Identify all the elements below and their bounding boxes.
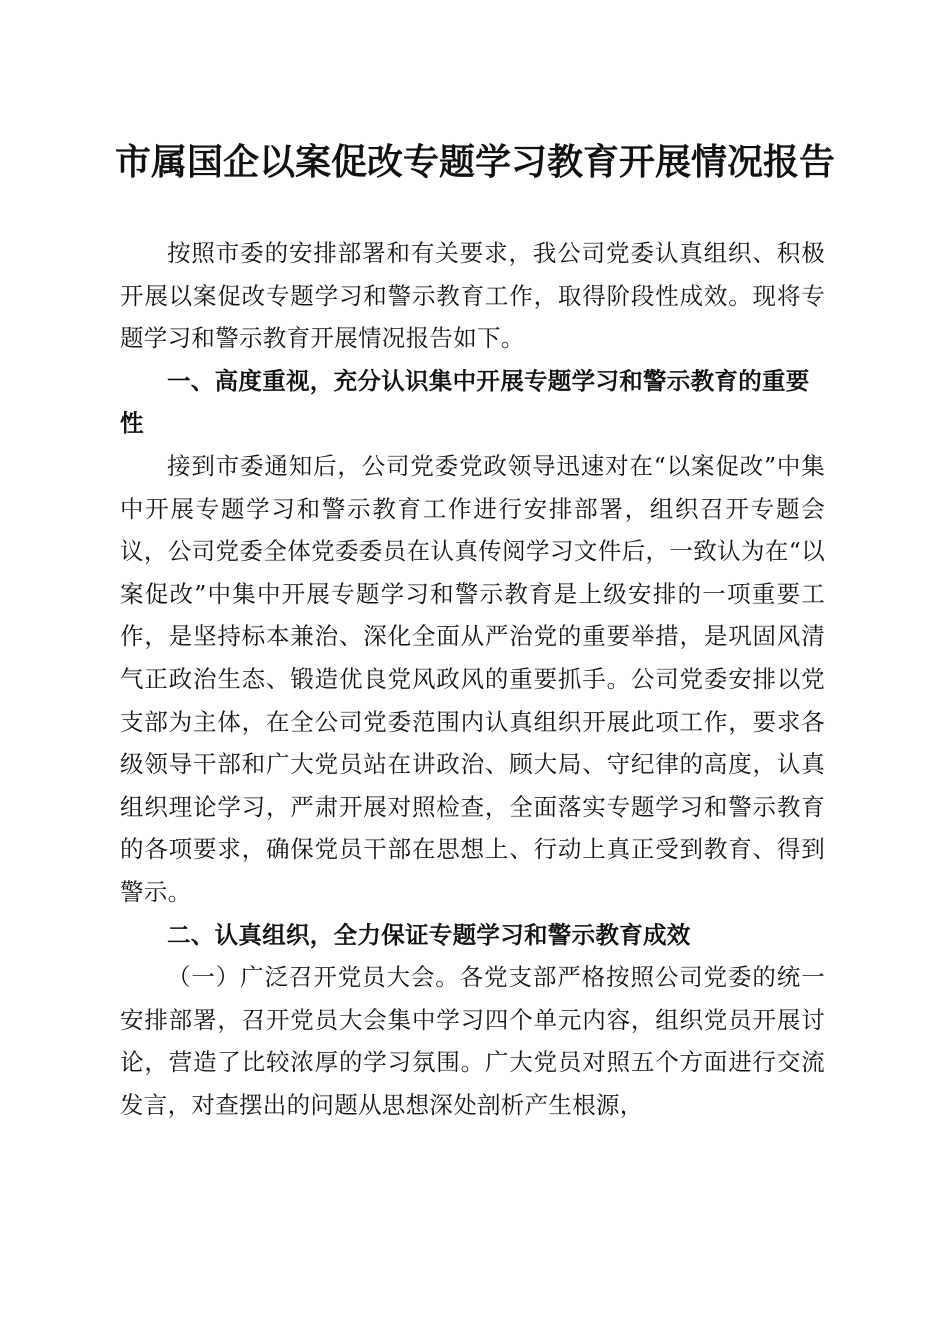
section-2-sub-1-body: 各党支部严格按照公司党委的统一安排部署，召开党员大会集中学习四个单元内容，组织党员开展讨论，营造了比较浓厚的学习氛围。广大党员对照五个方面进行交流发言，对查摆出的问题从思想深处剖析产生根源， xyxy=(120,963,825,1119)
section-1-heading: 一、高度重视，充分认识集中开展专题学习和警示教育的重要性 xyxy=(120,366,810,438)
section-2-heading: 二、认真组织，全力保证专题学习和警示教育成效 xyxy=(167,920,691,949)
document-body xyxy=(120,232,825,1126)
section-1-paragraph: 接到市委通知后，公司党委党政领导迅速对在“以案促改”中集中开展专题学习和警示教育工作进行安排部署，组织召开专题会议，公司党委全体党委委员在认真传阅学习文件后，一致认为在“以案促改”中集中开展专题学习和警示教育是上级安排的一项重要工作，是坚持标本兼治、深化全面从严治党的重要举措，是巩固风清气正政治生态、锻造优良党风政风的重要抓手。公司党委安排以党支部为主体，在全公司党委范围内认真组织开展此项工作，要求各级领导干部和广大党员站在讲政治、顾大局、守纪律的高度，认真组织理论学习，严肃开展对照检查，全面落实专题学习和警示教育的各项要求，确保党员干部在思想上、行动上真正受到教育、得到警示。 xyxy=(120,451,825,906)
section-2-sub-1-paragraph xyxy=(120,956,825,1126)
document-title: 市属国企以案促改专题学习教育开展情况报告 xyxy=(114,141,835,183)
section-2-sub-1-heading: （一）广泛召开党员大会。 xyxy=(167,963,460,992)
intro-paragraph: 按照市委的安排部署和有关要求，我公司党委认真组织、积极开展以案促改专题学习和警示教育工作，取得阶段性成效。现将专题学习和警示教育开展情况报告如下。 xyxy=(120,239,825,353)
